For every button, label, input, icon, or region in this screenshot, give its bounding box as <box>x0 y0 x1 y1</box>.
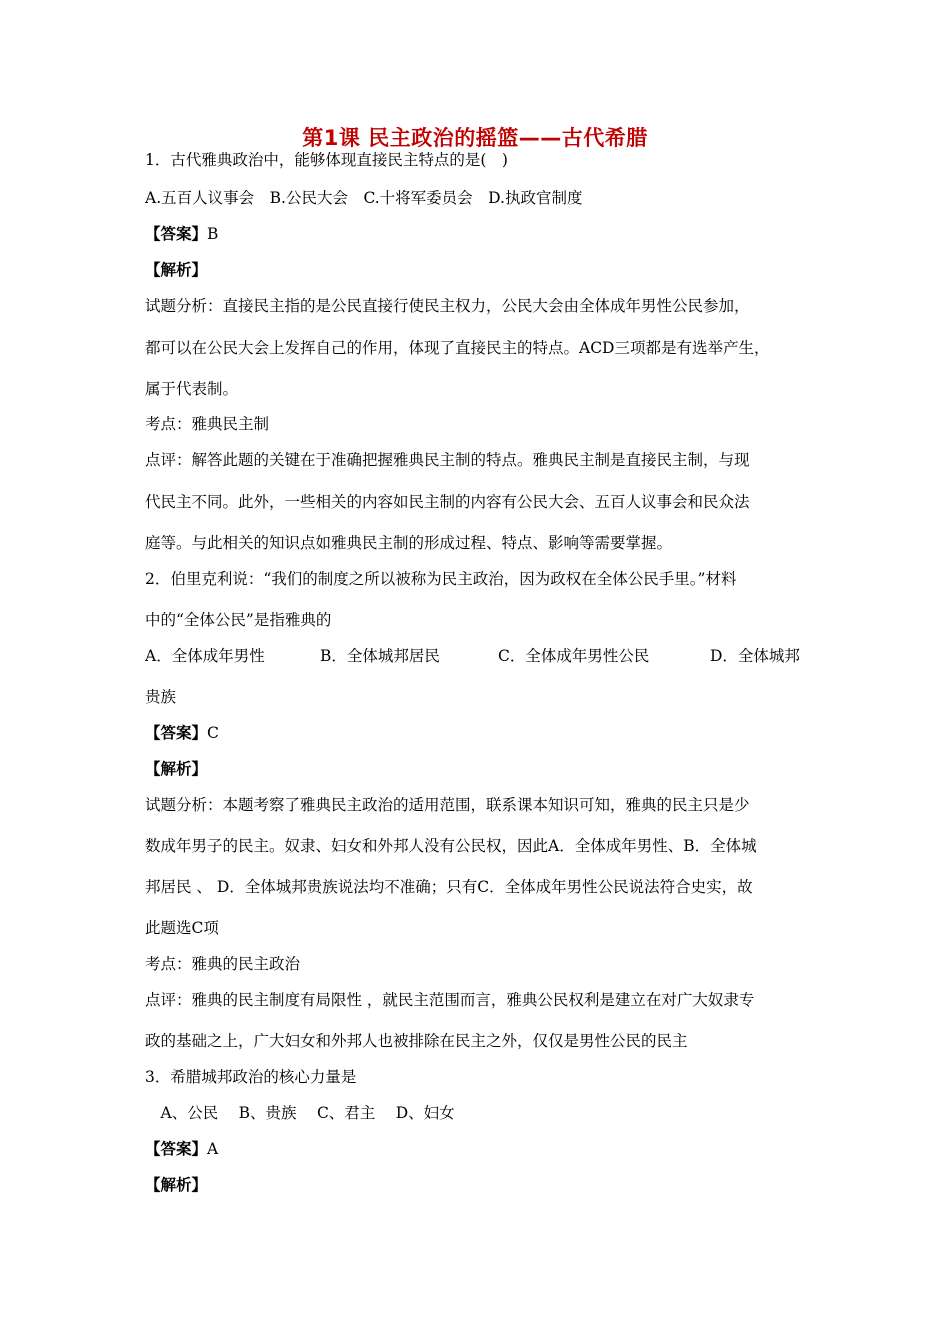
q1-answer <box>145 224 218 244</box>
q1-kaodian: 考点：雅典民主制 <box>145 415 270 433</box>
q2-stem-line: 2．伯里克利说：“我们的制度之所以被称为民主政治，因为政权在全体公民手里。”材料 <box>145 570 737 588</box>
document-title: 第1课 民主政治的摇篮——古代希腊 <box>302 126 648 150</box>
q2-answer <box>145 723 219 743</box>
q2-kaodian: 考点：雅典的民主政治 <box>145 955 301 973</box>
q1-analysis-label: 【解析】 <box>145 260 208 279</box>
q1-dianping-line: 代民主不同。此外，一些相关的内容如民主制的内容有公民大会、五百人议事会和民众法 <box>145 493 750 511</box>
q2-option-c: C．全体成年男性公民 <box>498 647 650 665</box>
q1-analysis-line: 试题分析：直接民主指的是公民直接行使民主权力，公民大会由全体成年男性公民参加， <box>145 297 750 315</box>
q2-option-b: B．全体城邦居民 <box>320 647 440 665</box>
answer-value: B <box>207 225 219 243</box>
q2-dianping-line: 点评：雅典的民主制度有局限性 ，就民主范围而言，雅典公民权利是建立在对广大奴隶专 <box>145 991 755 1009</box>
q2-analysis-line: 此题选C项 <box>145 919 219 937</box>
q1-dianping-line: 点评：解答此题的关键在于准确把握雅典民主制的特点。雅典民主制是直接民主制，与现 <box>145 451 750 469</box>
q2-dianping-line: 政的基础之上，广大妇女和外邦人也被排除在民主之外，仅仅是男性公民的民主 <box>145 1032 688 1050</box>
q2-analysis-label: 【解析】 <box>145 759 208 778</box>
q2-option-d: D．全体城邦 <box>710 647 800 665</box>
answer-label: 【答案】 <box>145 1139 208 1158</box>
q3-stem: 3．希腊城邦政治的核心力量是 <box>145 1068 357 1086</box>
q1-stem: 1．古代雅典政治中，能够体现直接民主特点的是( ) <box>145 151 508 169</box>
q1-analysis-line: 都可以在公民大会上发挥自己的作用，体现了直接民主的特点。ACD三项都是有选举产生， <box>145 339 770 357</box>
q2-analysis-line: 试题分析：本题考察了雅典民主政治的适用范围，联系课本知识可知，雅典的民主只是少 <box>145 796 750 814</box>
answer-value: A <box>207 1140 219 1158</box>
answer-value: C <box>207 724 219 742</box>
answer-label: 【答案】 <box>145 723 208 742</box>
q2-analysis-line: 邦居民 、 D．全体城邦贵族说法均不准确；只有C．全体成年男性公民说法符合史实，故 <box>145 878 753 896</box>
q2-options-wrap: 贵族 <box>145 688 177 706</box>
q2-option-a: A．全体成年男性 <box>145 647 265 665</box>
q2-stem-line: 中的“全体公民”是指雅典的 <box>145 611 332 629</box>
answer-label: 【答案】 <box>145 224 208 243</box>
q1-options: A.五百人议事会 B.公民大会 C.十将军委员会 D.执政官制度 <box>145 189 583 207</box>
q3-analysis-label: 【解析】 <box>145 1175 208 1194</box>
q1-dianping-line: 庭等。与此相关的知识点如雅典民主制的形成过程、特点、影响等需要掌握。 <box>145 534 673 552</box>
q3-answer <box>145 1139 218 1159</box>
q1-analysis-line: 属于代表制。 <box>145 380 239 398</box>
q3-options: A、公民 B、贵族 C、君主 D、妇女 <box>145 1104 455 1122</box>
q2-analysis-line: 数成年男子的民主。奴隶、妇女和外邦人没有公民权，因此A．全体成年男性、B．全体城 <box>145 837 757 855</box>
